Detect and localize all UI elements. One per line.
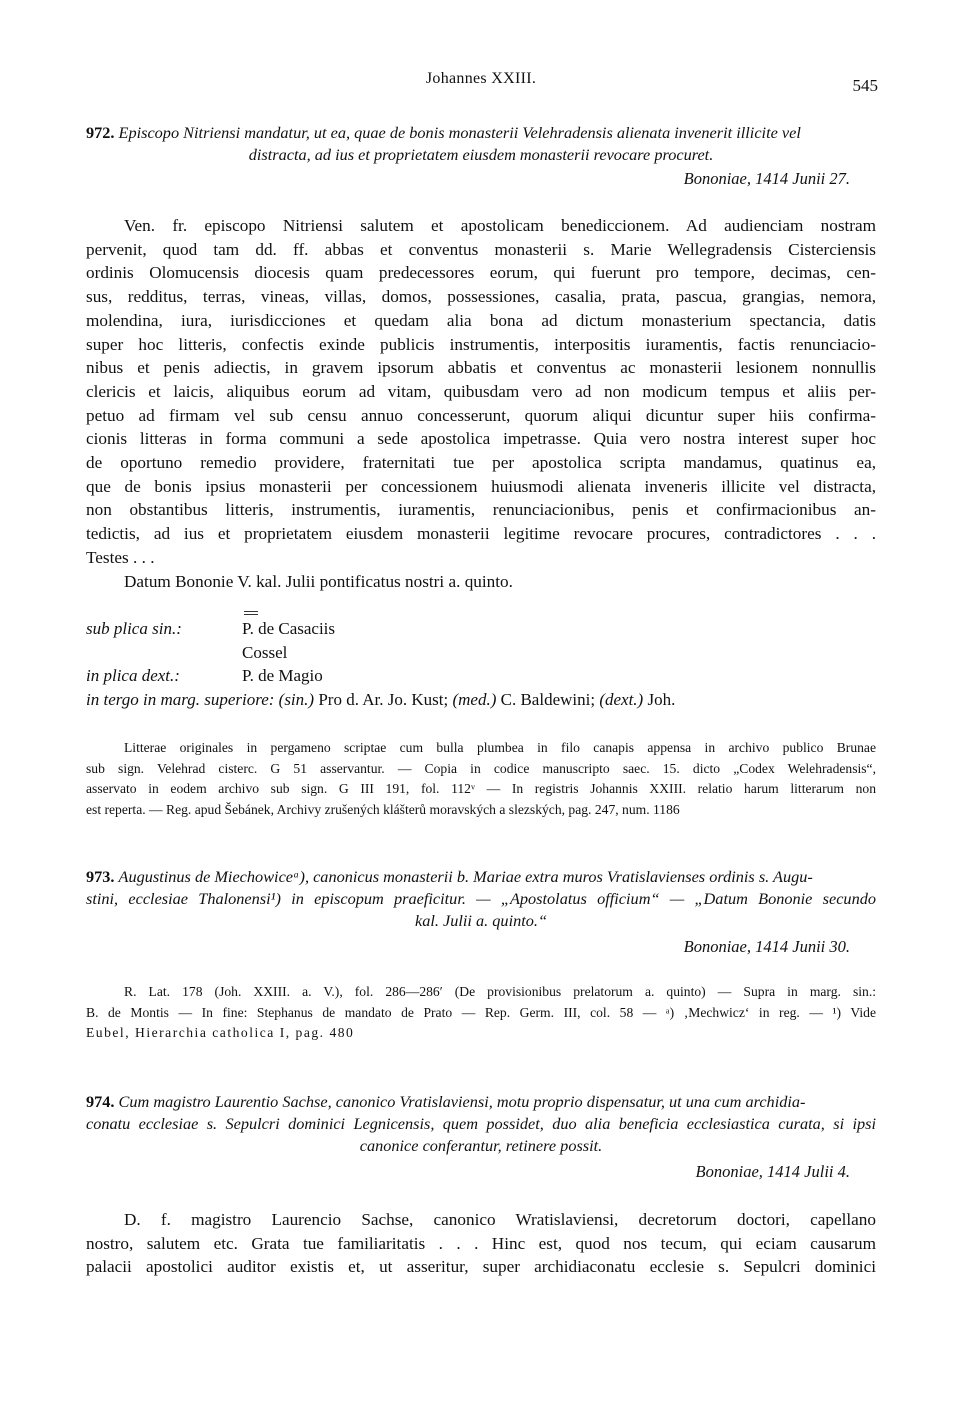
regest-line: canonice conferantur, retinere possit. xyxy=(359,1136,603,1155)
note-973 xyxy=(86,982,876,1044)
note-line: Litterae originales in pergameno scriptae cum bulla plumbea in filo canapis appensa in archivo publico Brunae xyxy=(124,740,876,755)
abbreviation-mark xyxy=(244,611,258,617)
signature-label: in plica dext.: xyxy=(86,666,180,686)
regest-line: stini, ecclesiae Thalonensi¹) in episcopum praeficitur. — „Apostolatus officium“ — „Datum Bononie secundo xyxy=(86,889,876,908)
regest-line: conatu ecclesiae s. Sepulcri dominici Legnicensis, quem possidet, duo alia beneficia ecclesiastica curata, si ipsi xyxy=(86,1114,876,1133)
text-line: sus, redditus, terras, vineas, villas, domos, possessiones, casalia, prata, pascua, grangias, nemora, xyxy=(86,287,876,307)
text-line: tedictis, ad ius et proprietatem eiusdem monasterii legitime revocare procures, contradictores . . . xyxy=(86,524,876,544)
tergo-label: in tergo in marg. superiore: xyxy=(86,689,275,709)
text-line: super hoc litteris, confectis exinde publicis instrumentis, interpositis iuramentis, factis renunciacio- xyxy=(86,334,876,354)
note-line: sub sign. Velehrad cisterc. G 51 asservantur. — Copia in codice manuscripto saec. 15. dicto „Codex Welehradensis“, xyxy=(86,760,876,776)
regest-line: Augustinus de Miechowiceᵃ), canonicus monasterii b. Mariae extra muros Vratislavienses ordinis s. Augu- xyxy=(118,867,813,886)
page-header xyxy=(86,70,876,100)
text-line: D. f. magistro Laurencio Sachse, canonico Wratislaviensi, decretorum doctori, capellano xyxy=(124,1210,876,1229)
regest-974 xyxy=(86,1091,876,1157)
note-line: R. Lat. 178 (Joh. XXIII. a. V.), fol. 286—286′ (De provisionibus prelatorum a. quinto) — Supra in marg. sin.: xyxy=(124,984,876,999)
place-date: Bononiae, 1414 Julii 4. xyxy=(695,1162,850,1181)
text-line: non obstantibus litteris, instrumentis, iuramentis, renunciacionibus, penis et confirmacionibus an- xyxy=(86,500,876,520)
running-title: Johannes XXIII. xyxy=(425,70,537,87)
signature-value: P. de Casaciis xyxy=(242,619,336,639)
text-line: cionis litteras in forma communi a sede apostolica impetrasse. Quia vero nostra interest super hoc xyxy=(86,429,876,449)
page xyxy=(86,70,878,1277)
signature-row xyxy=(86,641,876,665)
text-line: pervenit, quod tam dd. ff. abbas et conventus monasterii s. Marie Wellegradensis Cisterciensis xyxy=(86,239,876,259)
page-number: 545 xyxy=(852,76,878,95)
text-line: clericis et laicis, aliquibus eorum ad vitam, quibusdam vero ad non modicum tempus et aliis per- xyxy=(86,381,876,401)
signatures xyxy=(86,611,876,711)
text-line: que de bonis ipsius monasterii per concessionem huiusmodi alienata inveneris illicite vel distracta, xyxy=(86,476,876,496)
document-972-text xyxy=(86,214,876,711)
text-line: ordinis Olomucensis diocesis quam predecessores eorum, qui fuerunt pro tempore, decimas, cen- xyxy=(86,263,876,283)
regest-line: kal. Julii a. quinto.“ xyxy=(414,911,548,930)
datum-line: Datum Bononie V. kal. Julii pontificatus nostri a. quinto. xyxy=(124,571,513,591)
text-line: palacii apostolici auditor existis et, ut asseritur, super archidiaconatu ecclesie s. Sepulcri dominici xyxy=(86,1257,876,1277)
signature-label xyxy=(86,641,242,665)
regest-line: Cum magistro Laurentio Sachse, canonico Vratislaviensi, motu proprio dispensatur, ut una cum archidia- xyxy=(118,1092,806,1111)
signature-row xyxy=(86,617,876,641)
text-line: molendina, iura, iurisdicciones et quedam alia bona ad dictum monasterium spectancia, datis xyxy=(86,310,876,330)
tergo-line xyxy=(86,688,876,712)
tergo-sin-label: (sin.) xyxy=(278,689,315,709)
place-date: Bononiae, 1414 Junii 27. xyxy=(683,169,850,188)
regest-973 xyxy=(86,866,876,932)
regest-972 xyxy=(86,122,876,166)
text-line: de oportuno remedio providere, fraternitati tue per apostolica scripta mandamus, quatinus ea, xyxy=(86,453,876,473)
regest-line: distracta, ad ius et proprietatem eiusdem monasterii revocare procuret. xyxy=(248,145,714,164)
place-date: Bononiae, 1414 Junii 30. xyxy=(683,937,850,956)
tergo-dext-value: Joh. xyxy=(647,689,676,709)
body-text xyxy=(86,214,876,570)
text-line: nibus et penis adiectis, in gravem ipsorum abbatis et conventus ac monasterii lesionem nonnullis xyxy=(86,358,876,378)
note-line: est reperta. — Reg. apud Šebánek, Archivy zrušených klášterů moravských a slezských, pag. 247, num. 1186 xyxy=(86,801,680,817)
document-number: 974. xyxy=(86,1092,115,1111)
note-972 xyxy=(86,738,876,820)
tergo-med-value: C. Baldewini; xyxy=(500,689,596,709)
regest-line: Episcopo Nitriensi mandatur, ut ea, quae de bonis monasterii Velehradensis alienata invenerit illicite vel xyxy=(118,123,801,142)
signature-row xyxy=(86,664,876,688)
document-973 xyxy=(86,866,876,958)
signature-value: Cossel xyxy=(242,642,288,662)
note-line: B. de Montis — In fine: Stephanus de mandato de Prato — Rep. Germ. III, col. 58 — ᵃ) ‚Mechwicz‘ in reg. — ¹) Vide xyxy=(86,1004,876,1020)
document-974 xyxy=(86,1091,876,1183)
document-number: 973. xyxy=(86,867,115,886)
text-line: Ven. fr. episcopo Nitriensi salutem et apostolicam benediccionem. Ad audienciam nostram xyxy=(124,216,876,235)
document-972 xyxy=(86,122,876,190)
document-974-text xyxy=(86,1208,876,1279)
note-line: Eubel, Hierarchia catholica I, pag. 480 xyxy=(86,1025,355,1040)
document-number: 972. xyxy=(86,123,115,142)
text-line: Testes . . . xyxy=(86,547,155,567)
signature-label: sub plica sin.: xyxy=(86,619,182,639)
text-line: petuo ad firmam vel sub censu annuo concesserunt, quorum aliqui dicuntur super hiis confirma- xyxy=(86,405,876,425)
signature-value: P. de Magio xyxy=(242,666,323,686)
tergo-med-label: (med.) xyxy=(452,689,497,709)
tergo-dext-label: (dext.) xyxy=(599,689,644,709)
text-line: nostro, salutem etc. Grata tue familiaritatis . . . Hinc est, quod nos tecum, qui eciam causarum xyxy=(86,1233,876,1253)
note-line: asservato in eodem archivo sub sign. G III 191, fol. 112ᵛ — In registris Johannis XXIII. relatio harum litterarum non xyxy=(86,781,876,796)
tergo-sin-value: Pro d. Ar. Jo. Kust; xyxy=(318,689,449,709)
